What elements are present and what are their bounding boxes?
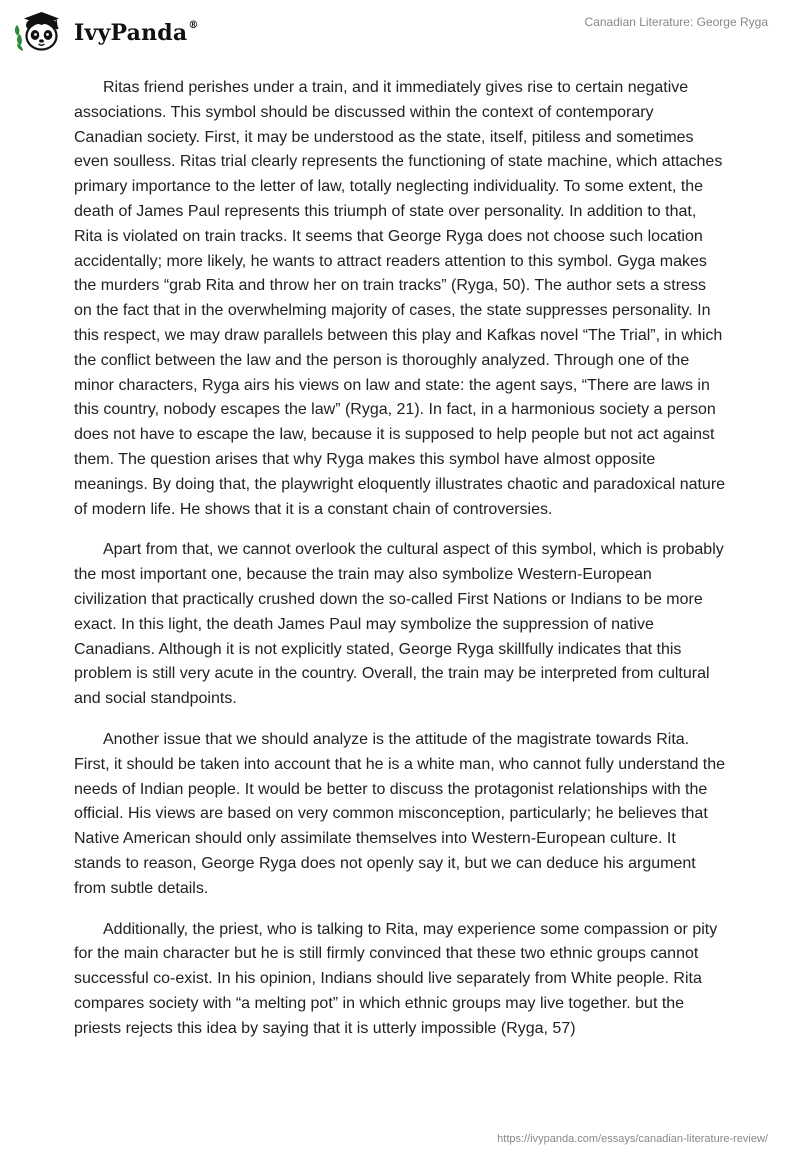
page-header bbox=[0, 0, 800, 60]
ivypanda-logo[interactable] bbox=[14, 6, 199, 56]
panda-graduate-logo-icon bbox=[14, 6, 68, 56]
paragraph-2: Apart from that, we cannot overlook the cultural aspect of this symbol, which is probably the most important one, because the train may also symbolize Western-European civilization that practically crushed down the so-called First Nations or Indians to be more exact. In this light, the death James Paul may symbolize the suppression of native Canadians. Although it is not explicitly stated, George Ryga skillfully indicates that this problem is still very acute in the country. Overall, the train may be interpreted from cultural and social standpoints. bbox=[74, 541, 724, 708]
brand-name-text: IvyPanda bbox=[74, 20, 188, 46]
registered-mark: ® bbox=[188, 19, 199, 31]
paragraph-4: Additionally, the priest, who is talking to Rita, may experience some compassion or pity for the main character but he is still firmly convinced that these two ethnic groups cannot successful co-exist. In his opinion, Indians should live separately from White people. Rita compares society with “a melting pot” in which ethnic groups may live together. but the priests rejects this idea by saying that it is utterly impossible (Ryga, 57) bbox=[74, 920, 718, 1037]
paragraph-1: Ritas friend perishes under a train, and it immediately gives rise to certain negative associations. This symbol should be discussed within the context of contemporary Canadian society. First, it may be understood as the state, itself, pitiless and sometimes even soulless. Ritas trial clearly represents the functioning of state machine, which attaches primary importance to the letter of law, totally neglecting individuality. To some extent, the death of James Paul represents this triumph of state over personality. In addition to that, Rita is violated on train tracks. It seems that George Ryga does not choose such location accidentally; more likely, he wants to attract readers attention to this symbol. Gyga makes the murders “grab Rita and throw her on train tracks” (Ryga, 50). The author sets a stress on the fact that in the overwhelming majority of cases, the state suppresses personality. In this respect, we may draw parallels between this play and Kafkas novel “The Trial”, in which the conflict between the law and the person is thoroughly analyzed. Through one of the minor characters, Ryga airs his views on law and state: the agent says, “There are laws in this country, nobody escapes the law” (Ryga, 21). In fact, in a harmonious society a person does not have to escape the law, because it is supposed to help people but not act against them. The question arises that why Ryga makes this symbol have almost opposite meanings. By doing that, the playwright eloquently illustrates chaotic and paradoxical nature of modern life. He shows that it is a constant chain of controversies. bbox=[74, 79, 726, 518]
document-title: Canadian Literature: George Ryga bbox=[584, 15, 768, 29]
paragraph-3: Another issue that we should analyze is the attitude of the magistrate towards Rita. First, it should be taken into account that he is a white man, who cannot fully understand the needs of Indian people. It would be better to discuss the protagonist relationships with the official. His views are based on very common misconception, particularly; he believes that Native American should only assimilate themselves into Western-European culture. It stands to reason, George Ryga does not openly say it, but we can deduce his argument from subtle details. bbox=[74, 730, 726, 897]
brand-name bbox=[74, 20, 199, 46]
essay-body bbox=[74, 76, 726, 1057]
source-url[interactable]: https://ivypanda.com/essays/canadian-literature-review/ bbox=[497, 1133, 768, 1145]
